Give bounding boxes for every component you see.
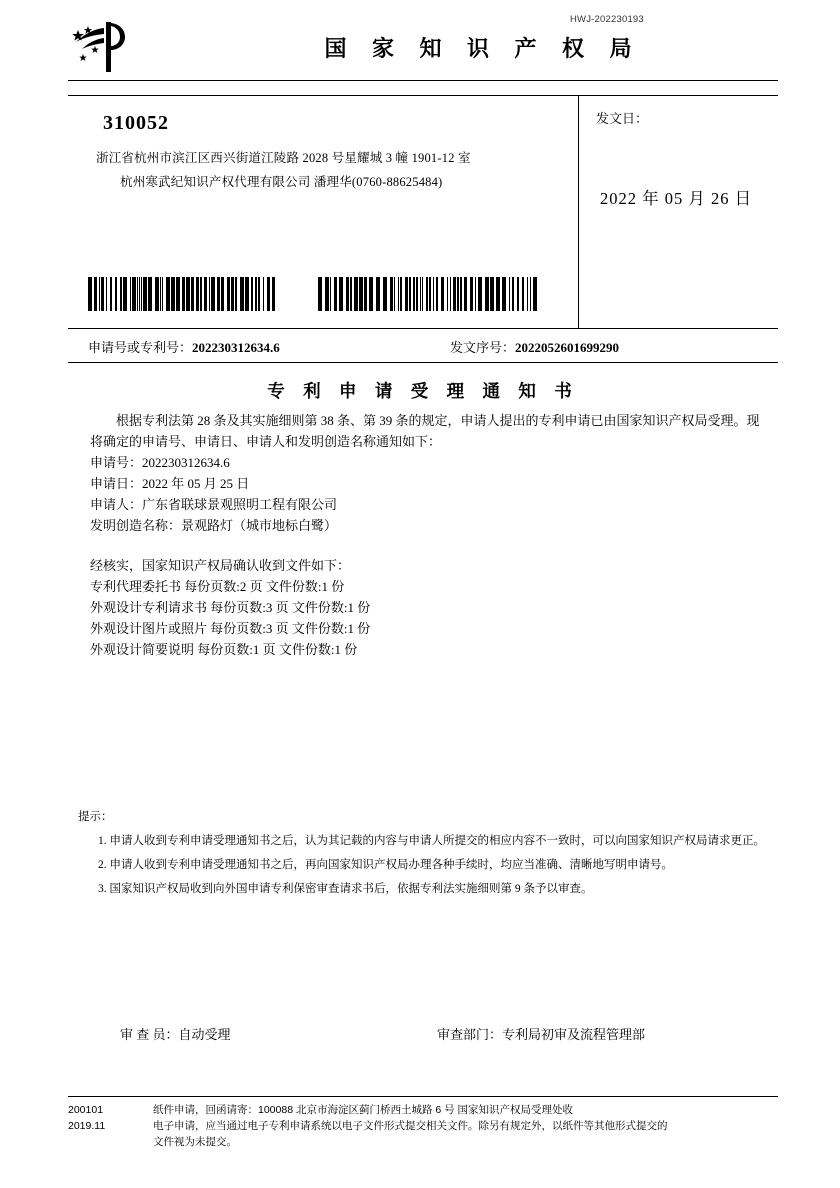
examiner-field	[120, 1024, 231, 1043]
barcode-serial-number	[318, 277, 540, 311]
body-invention-name: 发明创造名称：景观路灯（城市地标白鹭）	[90, 518, 338, 533]
numbers-row-top-rule	[68, 328, 778, 329]
document-item: 外观设计简要说明 每份页数:1 页 文件份数:1 份	[90, 642, 358, 657]
footer-code-1: 200101	[68, 1104, 104, 1116]
document-code: HWJ-202230193	[570, 14, 644, 25]
footer-text-3: 文件视为未提交。	[153, 1136, 237, 1148]
footer-rule	[68, 1096, 778, 1097]
examiner-label: 审 查 员：	[120, 1027, 179, 1042]
tip-item: 2. 申请人收到专利申请受理通知书之后，再向国家知识产权局办理各种手续时，均应当准确、清晰地写明申请号。	[98, 859, 673, 871]
application-number-label: 申请号或专利号：	[88, 340, 193, 355]
body-applicant: 申请人：广东省联球景观照明工程有限公司	[90, 497, 338, 512]
notice-tips	[78, 808, 768, 899]
body-application-date: 申请日：2022 年 05 月 25 日	[90, 476, 250, 491]
body-application-number: 申请号：202230312634.6	[90, 455, 230, 470]
department-field	[437, 1024, 645, 1043]
issue-date-label: 发文日：	[596, 111, 649, 126]
document-header	[68, 20, 778, 78]
notice-title: 专 利 申 请 受 理 通 知 书	[267, 381, 579, 401]
address-box-top-rule	[68, 95, 778, 96]
application-number-value: 202230312634.6	[192, 340, 280, 355]
footer-code-2: 2019.11	[68, 1120, 106, 1132]
notice-body	[90, 410, 762, 660]
footer-texts	[153, 1102, 783, 1150]
department-value: 专利局初审及流程管理部	[502, 1027, 646, 1042]
examiner-value: 自动受理	[178, 1027, 231, 1042]
application-number-field	[88, 337, 280, 356]
recipient-agency: 杭州寒武纪知识产权代理有限公司 潘理华(0760-88625484)	[120, 175, 443, 189]
document-item: 外观设计图片或照片 每份页数:3 页 文件份数:1 份	[90, 621, 371, 636]
serial-number-value: 2022052601699290	[515, 340, 620, 355]
serial-number-field	[450, 337, 619, 356]
footer-text-1: 纸件申请，回函请寄：100088 北京市海淀区蓟门桥西土城路 6 号 国家知识产权局受理处收	[153, 1104, 574, 1116]
page-title: 国 家 知 识 产 权 局	[324, 36, 642, 61]
body-paragraph-1: 根据专利法第 28 条及其实施细则第 38 条、第 39 条的规定，申请人提出的专利申请已由国家知识产权局受理。现将确定的申请号、申请日、申请人和发明创造名称通知如下：	[90, 413, 760, 449]
footer-codes	[68, 1102, 138, 1134]
recipient-zip: 310052	[103, 112, 169, 134]
tip-item: 1. 申请人收到专利申请受理通知书之后，认为其记载的内容与申请人所提交的相应内容不一致时，可以向国家知识产权局请求更正。	[98, 835, 765, 847]
footer-text-2: 电子申请，应当通过电子专利申请系统以电子文件形式提交相关文件。除另有规定外，以纸件等其他形式提交的	[153, 1120, 668, 1132]
issue-date-value: 2022 年 05 月 26 日	[600, 189, 753, 208]
department-label: 审查部门：	[437, 1027, 503, 1042]
body-confirm-intro: 经核实，国家知识产权局确认收到文件如下：	[90, 558, 351, 573]
barcode-application-number	[88, 277, 281, 311]
issue-box-divider	[578, 95, 579, 328]
national-emblem-icon	[68, 20, 128, 74]
tip-item: 3. 国家知识产权局收到向外国申请专利保密审查请求书后，依据专利法实施细则第 9 条予以审查。	[98, 883, 593, 895]
numbers-row-bottom-rule	[68, 362, 778, 363]
document-item: 外观设计专利请求书 每份页数:3 页 文件份数:1 份	[90, 600, 371, 615]
header-rule	[68, 80, 778, 81]
tips-label: 提示：	[78, 811, 113, 823]
serial-number-label: 发文序号：	[450, 340, 516, 355]
document-item: 专利代理委托书 每份页数:2 页 文件份数:1 份	[90, 579, 345, 594]
recipient-address: 浙江省杭州市滨江区西兴街道江陵路 2028 号星耀城 3 幢 1901-12 室	[96, 151, 471, 165]
